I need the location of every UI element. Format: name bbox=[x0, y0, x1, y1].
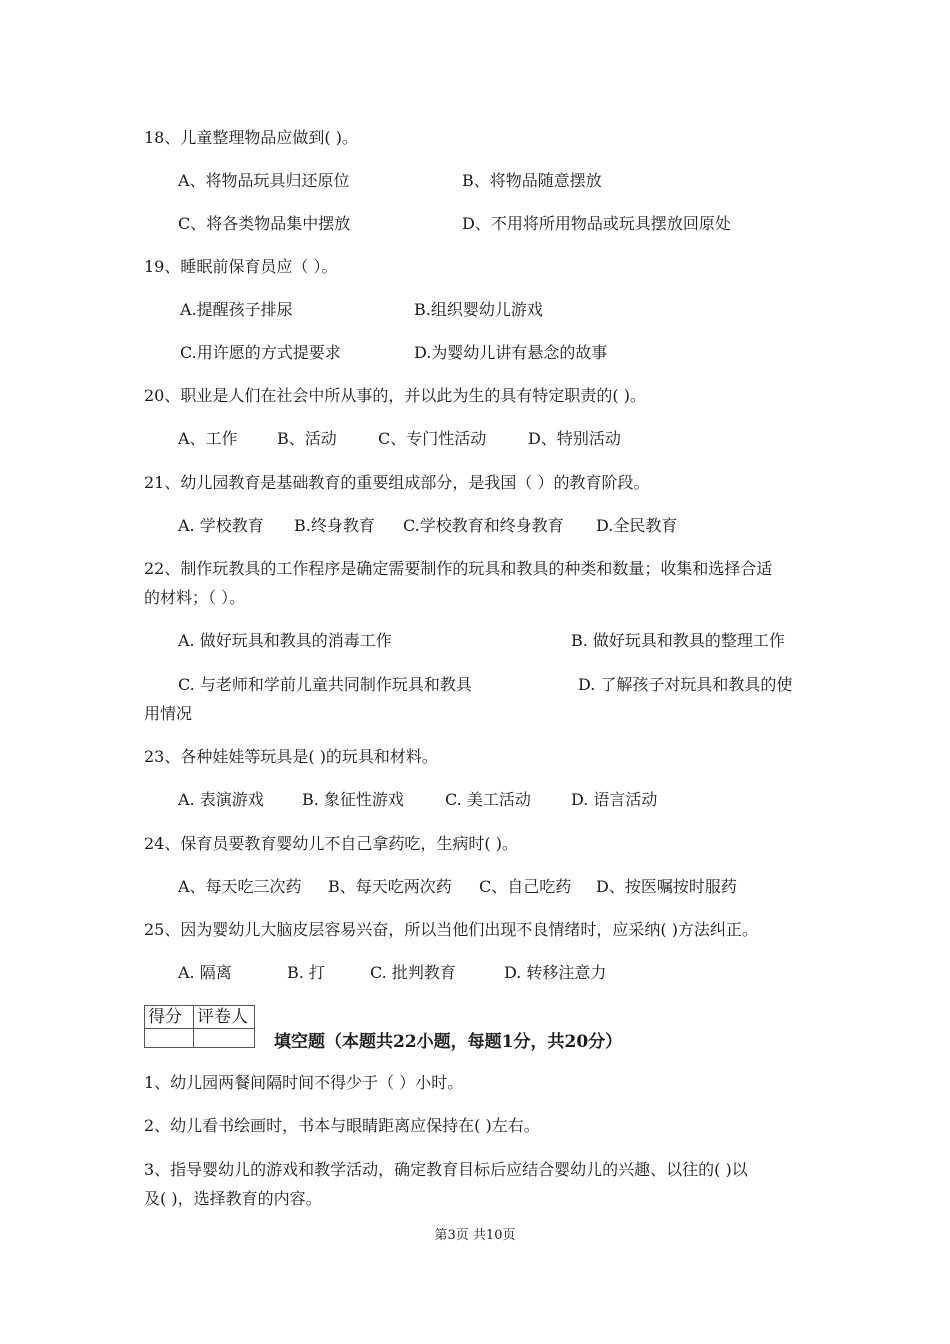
question-22-option-c: C. 与老师和学前儿童共同制作玩具和教具 bbox=[178, 675, 472, 694]
question-19-option-c: C.用许愿的方式提要求 bbox=[180, 343, 341, 362]
question-19-stem: 19、睡眠前保育员应（ ）。 bbox=[144, 257, 338, 276]
question-22-stem-line1: 22、制作玩教具的工作程序是确定需要制作的玩具和教具的种类和数量；收集和选择合适 bbox=[144, 559, 773, 578]
question-22-option-d-line1: D. 了解孩子对玩具和教具的使 bbox=[578, 675, 793, 694]
question-24-option-d: D、按医嘱按时服药 bbox=[596, 877, 737, 896]
question-24-option-b: B、每天吃两次药 bbox=[328, 877, 452, 896]
question-21-option-c: C.学校教育和终身教育 bbox=[403, 516, 564, 535]
question-24-stem: 24、保育员要教育婴幼儿不自己拿药吃，生病时( )。 bbox=[144, 834, 518, 853]
question-21-option-b: B.终身教育 bbox=[294, 516, 375, 535]
question-23-option-d: D. 语言活动 bbox=[571, 790, 658, 809]
fill-question-1: 1、幼儿园两餐间隔时间不得少于（ ）小时。 bbox=[144, 1073, 464, 1092]
question-18-option-c: C、将各类物品集中摆放 bbox=[178, 214, 351, 233]
question-18-option-a: A、将物品玩具归还原位 bbox=[178, 171, 350, 190]
question-25-option-b: B. 打 bbox=[287, 963, 325, 982]
question-19-option-b: B.组织婴幼儿游戏 bbox=[414, 300, 543, 319]
question-25-option-a: A. 隔离 bbox=[178, 963, 232, 982]
question-25-option-d: D. 转移注意力 bbox=[504, 963, 607, 982]
question-18-option-d: D、不用将所用物品或玩具摆放回原处 bbox=[462, 214, 731, 233]
score-cell bbox=[145, 1029, 194, 1048]
question-23-option-b: B. 象征性游戏 bbox=[302, 790, 404, 809]
question-22-option-d-line2: 用情况 bbox=[144, 704, 193, 723]
question-23-option-a: A. 表演游戏 bbox=[178, 790, 264, 809]
section-title: 填空题（本题共22小题，每题1分，共20分） bbox=[274, 1032, 623, 1052]
question-20-option-d: D、特别活动 bbox=[528, 429, 621, 448]
question-20-option-c: C、专门性活动 bbox=[378, 429, 487, 448]
question-18-stem: 18、儿童整理物品应做到( )。 bbox=[144, 128, 358, 147]
page-footer: 第3页 共10页 bbox=[434, 1228, 516, 1243]
question-22-option-a: A. 做好玩具和教具的消毒工作 bbox=[178, 631, 392, 650]
fill-question-3-line2: 及( )，选择教育的内容。 bbox=[144, 1189, 322, 1208]
question-20-stem: 20、职业是人们在社会中所从事的，并以此为生的具有特定职责的( )。 bbox=[144, 386, 646, 405]
question-22-option-b: B. 做好玩具和教具的整理工作 bbox=[571, 631, 785, 650]
fill-question-2: 2、幼儿看书绘画时，书本与眼睛距离应保持在( )左右。 bbox=[144, 1116, 540, 1135]
question-21-stem: 21、幼儿园教育是基础教育的重要组成部分，是我国（ ）的教育阶段。 bbox=[144, 473, 650, 492]
question-19-option-a: A.提醒孩子排尿 bbox=[180, 300, 293, 319]
question-24-option-a: A、每天吃三次药 bbox=[178, 877, 302, 896]
grader-cell bbox=[194, 1029, 255, 1048]
grader-label: 评卷人 bbox=[194, 1006, 255, 1029]
question-23-option-c: C. 美工活动 bbox=[445, 790, 531, 809]
question-25-option-c: C. 批判教育 bbox=[370, 963, 456, 982]
question-18-option-b: B、将物品随意摆放 bbox=[462, 171, 602, 190]
score-label: 得分 bbox=[145, 1006, 194, 1029]
question-23-stem: 23、各种娃娃等玩具是( )的玩具和材料。 bbox=[144, 747, 438, 766]
question-21-option-d: D.全民教育 bbox=[596, 516, 678, 535]
question-19-option-d: D.为婴幼儿讲有悬念的故事 bbox=[414, 343, 608, 362]
question-25-stem: 25、因为婴幼儿大脑皮层容易兴奋，所以当他们出现不良情绪时，应采纳( )方法纠正。 bbox=[144, 920, 758, 939]
question-24-option-c: C、自己吃药 bbox=[479, 877, 572, 896]
question-21-option-a: A. 学校教育 bbox=[178, 516, 264, 535]
question-22-stem-line2: 的材料；（ ）。 bbox=[144, 588, 246, 607]
question-20-option-b: B、活动 bbox=[277, 429, 337, 448]
score-box bbox=[144, 1005, 255, 1048]
fill-question-3-line1: 3、指导婴幼儿的游戏和教学活动，确定教育目标后应结合婴幼儿的兴趣、以往的( )以 bbox=[144, 1160, 748, 1179]
question-20-option-a: A、工作 bbox=[178, 429, 238, 448]
